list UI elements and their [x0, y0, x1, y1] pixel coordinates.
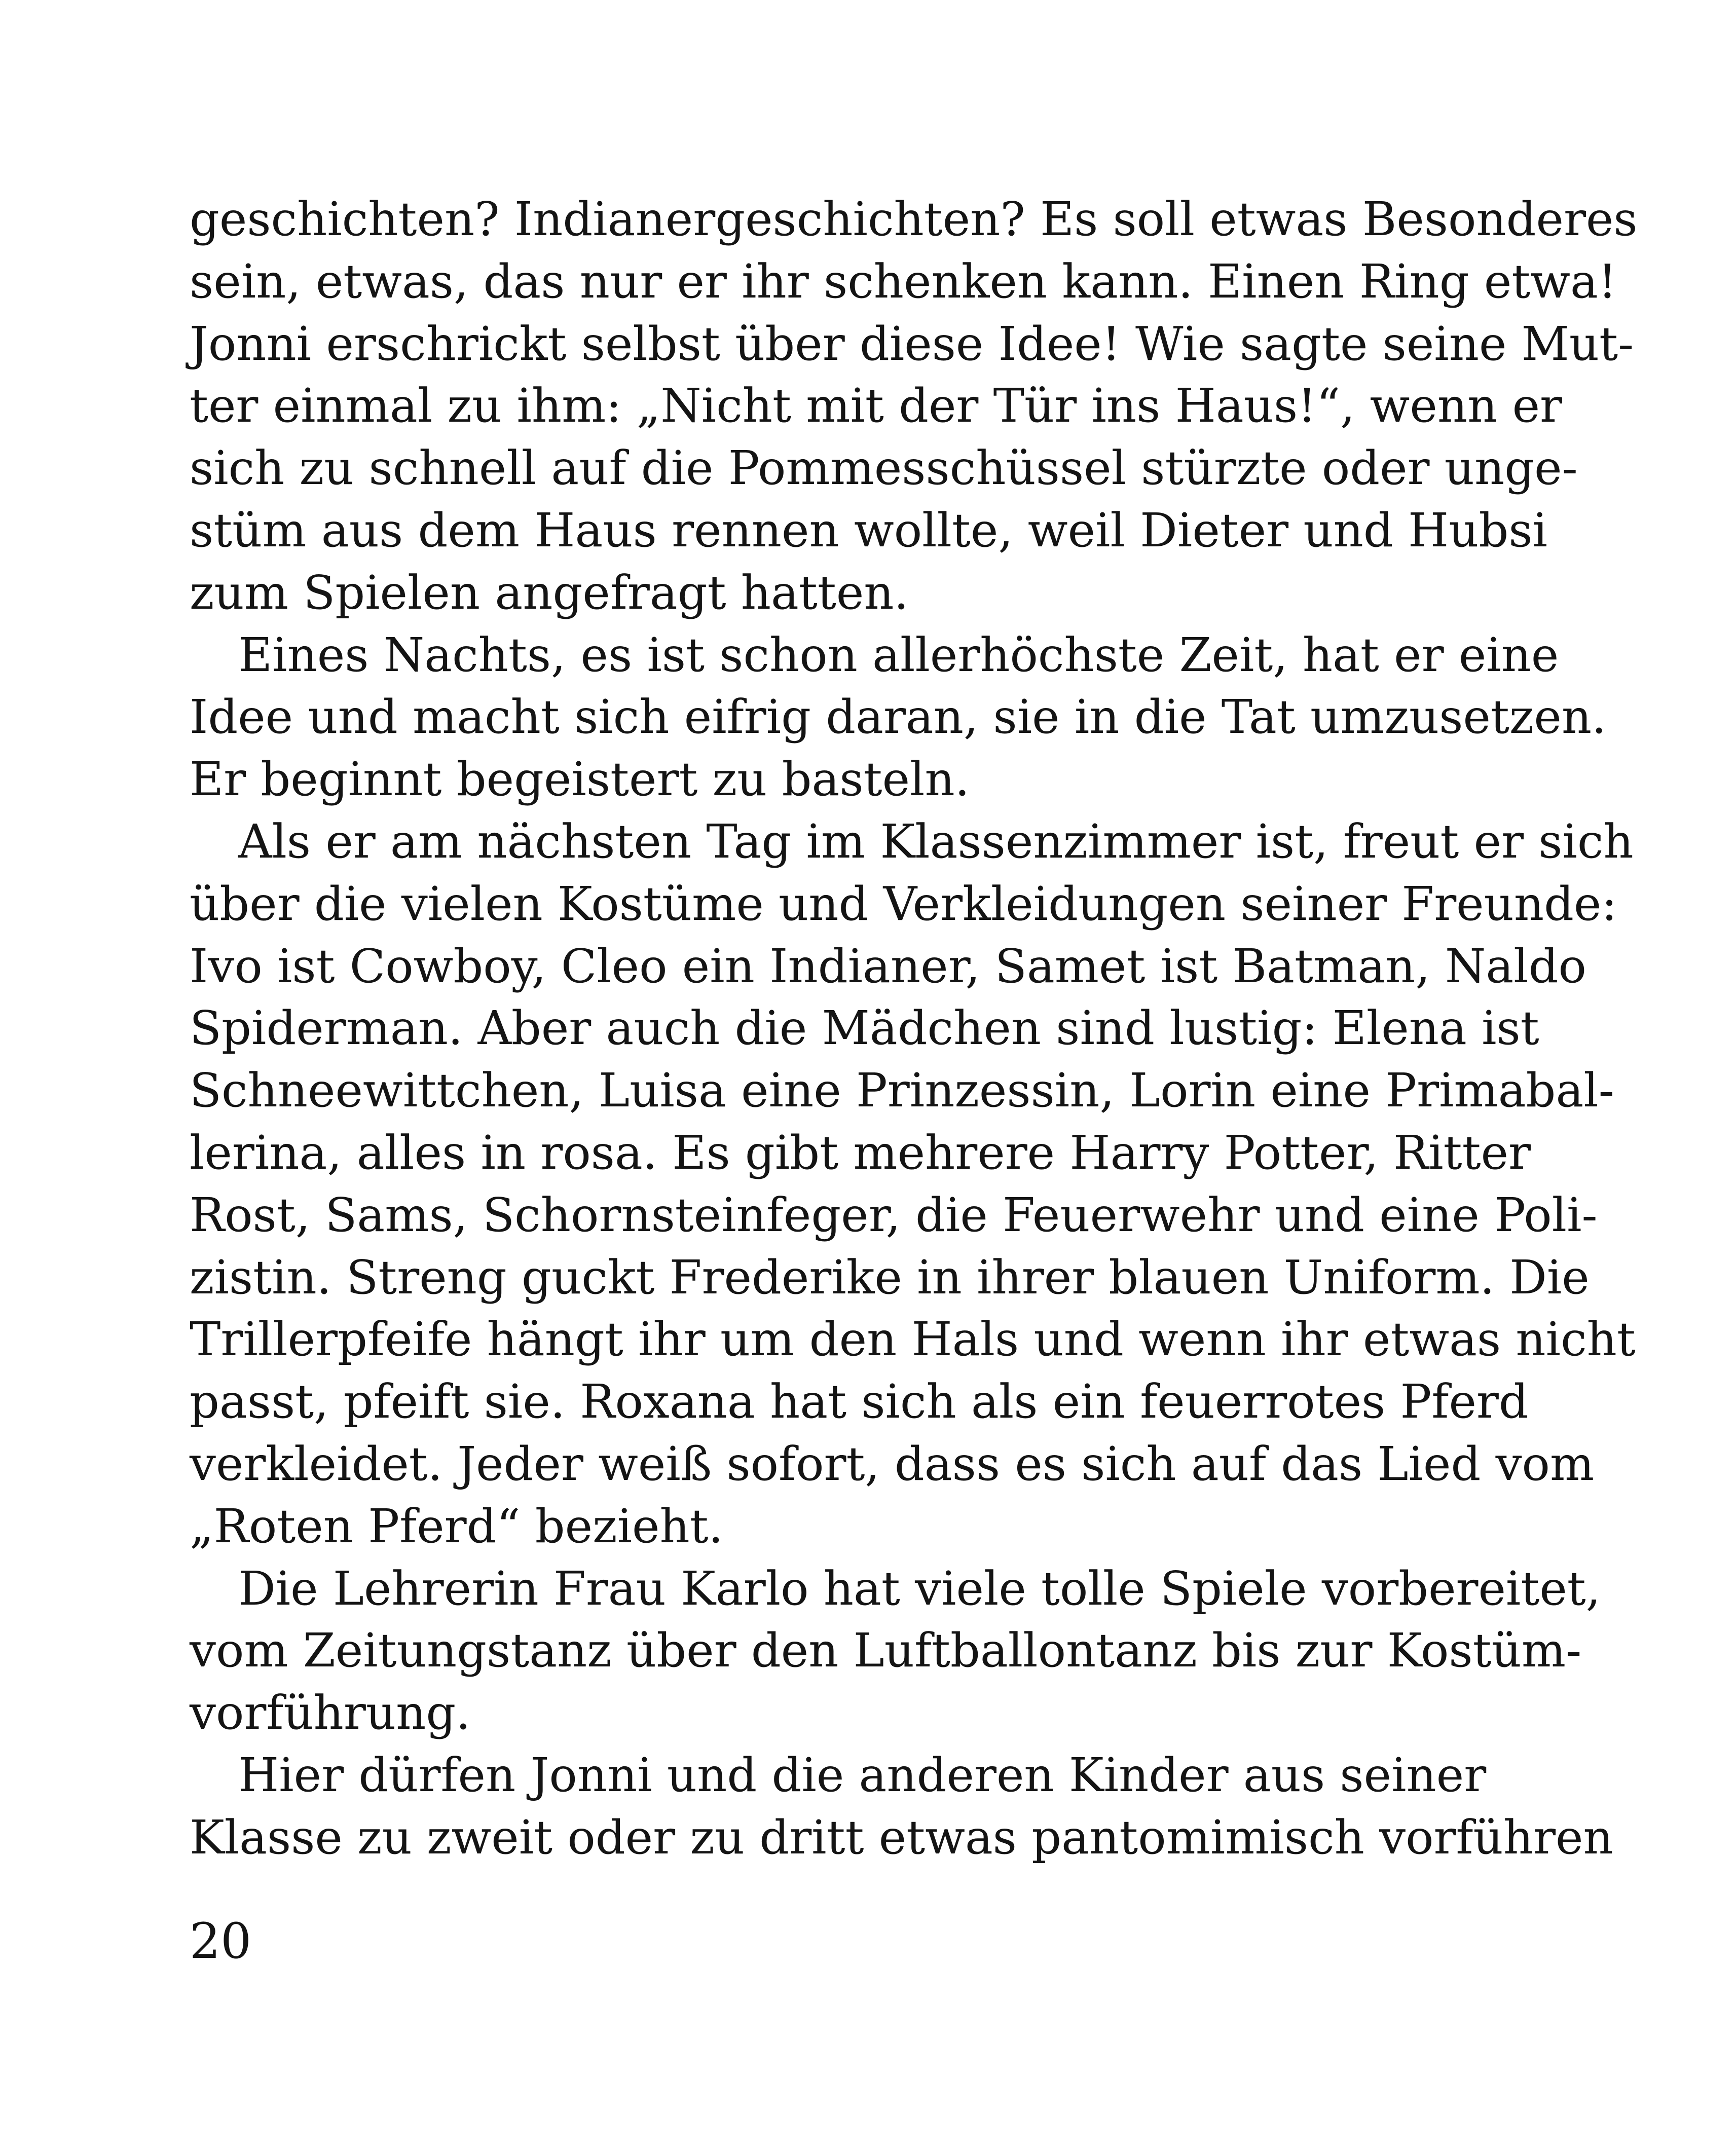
text-line: Er beginnt begeistert zu basteln. — [190, 752, 970, 807]
paragraph-start-line: Hier dürfen Jonni und die anderen Kinder aus seiner — [238, 1748, 1487, 1802]
text-line: Ivo ist Cowboy, Cleo ein Indianer, Samet ist Batman, Naldo — [190, 939, 1586, 993]
text-line: zistin. Streng guckt Frederike in ihrer blauen Uniform. Die — [190, 1250, 1590, 1305]
text-line: stüm aus dem Haus rennen wollte, weil Dieter und Hubsi — [190, 503, 1548, 558]
text-line: sich zu schnell auf die Pommesschüssel stürzte oder unge- — [190, 441, 1578, 496]
text-line: verkleidet. Jeder weiß sofort, dass es sich auf das Lied vom — [190, 1436, 1595, 1491]
body-text — [190, 189, 1638, 1869]
text-line: Schneewittchen, Luisa eine Prinzessin, Lorin eine Primabal- — [190, 1063, 1614, 1118]
text-line: Spiderman. Aber auch die Mädchen sind lustig: Elena ist — [190, 1001, 1539, 1056]
text-line: Trillerpfeife hängt ihr um den Hals und wenn ihr etwas nicht — [190, 1312, 1636, 1367]
text-line: geschichten? Indianergeschichten? Es soll etwas Besonderes — [190, 192, 1638, 246]
text-line: Idee und macht sich eifrig daran, sie in die Tat umzusetzen. — [190, 690, 1607, 745]
paragraph-start-line: Als er am nächsten Tag im Klassenzimmer ist, freut er sich — [238, 814, 1634, 869]
text-line: vom Zeitungstanz über den Luftballontanz bis zur Kostüm- — [190, 1623, 1582, 1678]
text-line: passt, pfeift sie. Roxana hat sich als ein feuerrotes Pferd — [190, 1375, 1529, 1429]
text-line: Klasse zu zweit oder zu dritt etwas pantomimisch vorführen — [190, 1810, 1613, 1865]
text-line: über die vielen Kostüme und Verkleidungen seiner Freunde: — [190, 876, 1617, 931]
text-line: Rost, Sams, Schornsteinfeger, die Feuerwehr und eine Poli- — [190, 1187, 1598, 1242]
text-line: vorführung. — [190, 1686, 471, 1740]
text-line: sein, etwas, das nur er ihr schenken kann. Einen Ring etwa! — [190, 254, 1617, 309]
text-line: ter einmal zu ihm: „Nicht mit der Tür ins Haus!“, wenn er — [190, 379, 1563, 433]
text-line: „Roten Pferd“ bezieht. — [190, 1499, 723, 1553]
text-line: lerina, alles in rosa. Es gibt mehrere Harry Potter, Ritter — [190, 1125, 1531, 1180]
page-number: 20 — [190, 1913, 252, 1970]
paragraph-start-line: Eines Nachts, es ist schon allerhöchste Zeit, hat er eine — [238, 627, 1559, 682]
text-line: Jonni erschrickt selbst über diese Idee! Wie sagte seine Mut- — [190, 316, 1634, 371]
text-line: zum Spielen angefragt hatten. — [190, 565, 909, 620]
paragraph-start-line: Die Lehrerin Frau Karlo hat viele tolle Spiele vorbereitet, — [238, 1561, 1601, 1616]
